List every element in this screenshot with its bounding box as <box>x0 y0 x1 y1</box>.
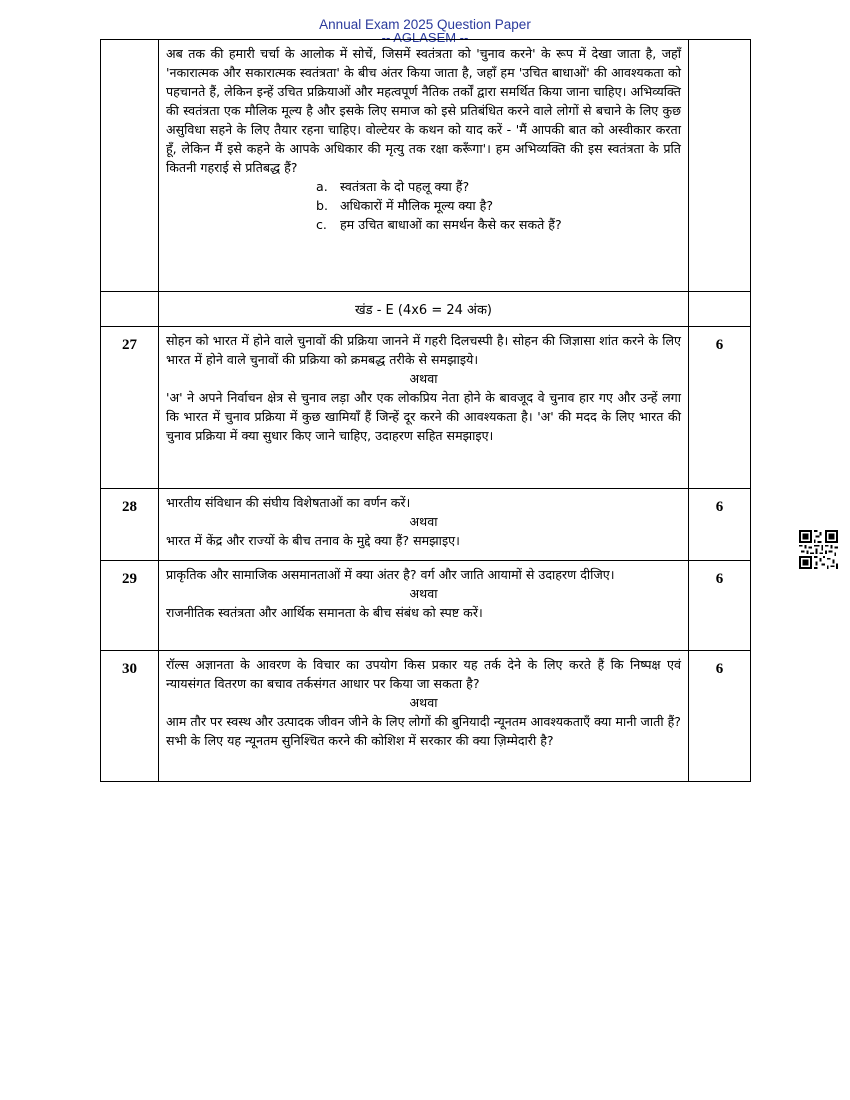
alternative-question-text: राजनीतिक स्वतंत्रता और आर्थिक समानता के बीच संबंध को स्पष्ट करें। <box>166 605 483 620</box>
alternative-question-text: आम तौर पर स्वस्थ और उत्पादक जीवन जीने के लिए लोगों की बुनियादी न्यूनतम आवश्यकताएँ क्या मानी जाती हैं? सभी के लिए यह न्यूनतम सुनिश्चित करने की कोशिश में सरकार की क्या ज़िम्मेदारी है? <box>166 714 681 748</box>
section-marks-cell <box>689 292 751 327</box>
question-text: प्राकृतिक और सामाजिक असमानताओं में क्या अंतर है? वर्ग और जाति आयामों से उदाहरण दीजिए। <box>166 567 615 582</box>
header-title: Annual Exam 2025 Question Paper <box>319 17 531 32</box>
question-text: रॉल्स अज्ञानता के आवरण के विचार का उपयोग किस प्रकार यह तर्क देने के लिए करते हैं कि निष्पक्ष एवं न्यायसंगत वितरण का बचाव तर्कसंगत आधार पर किया जा सकता है? <box>166 657 681 691</box>
sub-question <box>316 196 681 215</box>
question-body <box>159 651 689 782</box>
or-label: अथवा <box>409 371 438 386</box>
sub-question-text: हम उचित बाधाओं का समर्थन कैसे कर सकते हैं? <box>340 217 562 232</box>
passage-text: अब तक की हमारी चर्चा के आलोक में सोचें, जिसमें स्वतंत्रता को 'चुनाव करने' के रूप में देखा जाता है, जहाँ 'नकारात्मक और सकारात्मक स्वतंत्रता' के बीच अंतर किया जाता है, जहाँ हम 'उचित बाधाओं' की आवश्यकता को पहचानते हैं, लेकिन इन्हें उचित प्रक्रियाओं और महत्वपूर्ण नैतिक तर्कों द्वारा समर्थित किया जाना चाहिए। अभिव्यक्ति की स्वतंत्रता एक मौलिक मूल्य है और इसके लिए समाज को इसे प्रतिबंधित करने वाले लोगों से बचाने के लिए कुछ असुविधा सहने के लिए तैयार रहना चाहिए। वोल्टेयर के कथन को याद करें - 'मैं आपकी बात को अस्वीकार करता हूँ, लेकिन मैं इसे कहने के आपके अधिकार की मृत्यु तक रक्षा करूँगा'। हम अभिव्यक्ति की इस स्वतंत्रता के प्रति कितनी गहराई से प्रतिबद्ध हैं? <box>166 46 681 175</box>
sub-question-label: c. <box>316 217 327 232</box>
sub-question <box>316 215 681 234</box>
question-marks: 6 <box>689 651 751 782</box>
question-number: 27 <box>101 327 159 489</box>
question-text: सोहन को भारत में होने वाले चुनावों की प्रक्रिया जानने में गहरी दिलचस्पी है। सोहन की जिज्ञासा शांत करने के लिए भारत में होने वाले चुनावों की प्रक्रिया को क्रमबद्ध तरीके से समझाइये। <box>166 333 681 367</box>
section-number-cell <box>101 292 159 327</box>
or-label: अथवा <box>409 695 438 710</box>
question-number: 30 <box>101 651 159 782</box>
question-row <box>101 561 751 651</box>
sub-question-text: स्वतंत्रता के दो पहलू क्या हैं? <box>340 179 470 194</box>
passage-number-cell <box>101 40 159 292</box>
sub-question <box>316 177 681 196</box>
question-marks: 6 <box>689 489 751 561</box>
header-source: -- AGLASEM -- <box>381 30 469 45</box>
question-body <box>159 327 689 489</box>
sub-question-label: a. <box>316 179 328 194</box>
question-text: भारतीय संविधान की संघीय विशेषताओं का वर्णन करें। <box>166 495 411 510</box>
question-number: 28 <box>101 489 159 561</box>
question-marks: 6 <box>689 327 751 489</box>
qr-code-icon <box>799 530 838 569</box>
alternative-question-text: भारत में केंद्र और राज्यों के बीच तनाव के मुद्दे क्या हैं? समझाइए। <box>166 533 460 548</box>
passage-cell <box>159 40 689 292</box>
question-body <box>159 561 689 651</box>
question-row <box>101 651 751 782</box>
question-number: 29 <box>101 561 159 651</box>
or-label: अथवा <box>409 514 438 529</box>
question-row <box>101 327 751 489</box>
question-marks: 6 <box>689 561 751 651</box>
sub-question-text: अधिकारों में मौलिक मूल्य क्या है? <box>340 198 494 213</box>
sub-question-label: b. <box>316 198 328 213</box>
question-row <box>101 489 751 561</box>
question-table <box>100 39 751 782</box>
passage-marks-cell <box>689 40 751 292</box>
section-row <box>101 292 751 327</box>
alternative-question-text: 'अ' ने अपने निर्वाचन क्षेत्र से चुनाव लड़ा और एक लोकप्रिय नेता होने के बावजूद वे चुनाव हार गए और उन्हें लगा कि भारत में चुनाव प्रक्रिया में कुछ खामियाँ हैं जिन्हें दूर करने की आवश्यकता है। 'अ' की मदद के लिए भारत की चुनाव प्रक्रिया में क्या सुधार किए जाने चाहिए, उदाहरण सहित समझाइए। <box>166 390 681 443</box>
or-label: अथवा <box>409 586 438 601</box>
section-title: खंड - E (4x6 = 24 अंक) <box>159 292 689 327</box>
passage-row <box>101 40 751 292</box>
question-body <box>159 489 689 561</box>
sub-question-list <box>316 177 681 234</box>
